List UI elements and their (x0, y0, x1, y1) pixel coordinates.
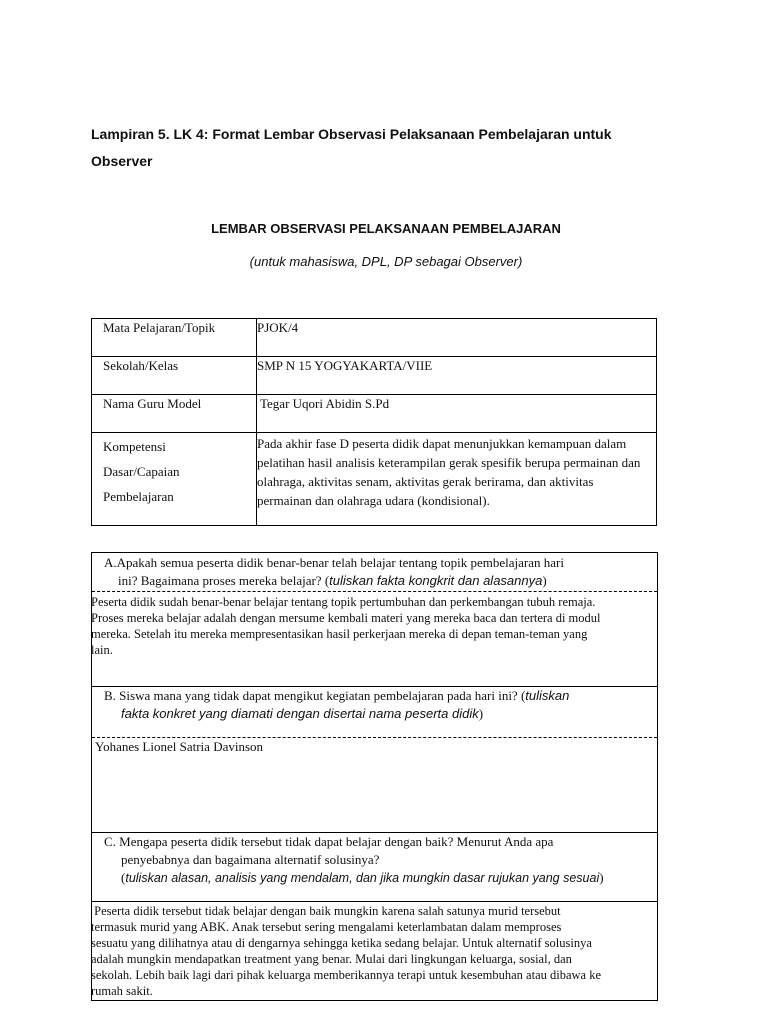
section-a-answer-line: Peserta didik sudah benar-benar belajar tentang topik pertumbuhan dan perkembangan tubuh remaja. (91, 595, 596, 609)
table-row (92, 319, 657, 357)
section-a-answer-line: Proses mereka belajar adalah dengan mersume kembali materi yang mereka baca dan tertera di modul (91, 611, 601, 625)
divider (92, 901, 657, 902)
subject-value: PJOK/4 (257, 319, 657, 357)
competency-label-line: Kompetensi (103, 439, 166, 454)
section-c-question-line-3 (92, 869, 657, 887)
observation-box (91, 552, 658, 1001)
school-value: SMP N 15 YOGYAKARTA/VIIE (257, 357, 657, 395)
section-b-question-hint: tuliskan (525, 688, 570, 703)
competency-value-line: pelatihan hasil analisis keterampilan gerak spesifik berupa permainan dan (257, 455, 641, 470)
table-row (92, 395, 657, 433)
teacher-label: Nama Guru Model (92, 395, 257, 433)
section-c-question (92, 833, 657, 887)
section-c-answer-line: sesuatu yang dilihatnya atau di dengarnya sehingga ketika sedang belajar. Untuk alternatif solusinya (91, 936, 592, 950)
competency-label-line: Dasar/Capaian (103, 464, 180, 479)
appendix-heading-line-1: Lampiran 5. LK 4: Format Lembar Observasi Pelaksanaan Pembelajaran untuk (91, 126, 612, 142)
competency-value-line: Pada akhir fase D peserta didik dapat menunjukkan kemampuan dalam (257, 436, 627, 451)
section-a-question-line-2 (92, 572, 657, 590)
section-c-question-close: ) (599, 870, 604, 885)
teacher-value: Tegar Uqori Abidin S.Pd (257, 395, 657, 433)
section-a-question-hint: tuliskan fakta kongkrit dan alasannya (329, 573, 543, 588)
competency-value-line: olahraga, aktivitas senam, aktivitas gerak berirama, dan aktivitas (257, 474, 594, 489)
section-c-answer-line: rumah sakit. (91, 984, 153, 998)
competency-label (92, 433, 257, 526)
section-c-answer-line: Peserta didik tersebut tidak belajar dengan baik mungkin karena salah satunya murid tersebut (91, 904, 561, 918)
section-b-question-line-2 (92, 705, 657, 723)
section-a-question-text: ini? Bagaimana proses mereka belajar? ( (118, 573, 330, 588)
document-subtitle: (untuk mahasiswa, DPL, DP sebagai Observer) (249, 254, 523, 269)
section-c-answer-line: adalah mungkin mendapatkan treatment yang benar. Mulai dari lingkungan keluarga, sosial, dan (91, 952, 572, 966)
section-c-question-hint: tuliskan alasan, analisis yang mendalam, dan jika mungkin dasar rujukan yang sesuai (125, 871, 600, 885)
competency-value (257, 433, 657, 526)
section-a-answer-line: mereka. Setelah itu mereka mempresentasikan hasil perkerjaan mereka di depan teman-teman yang (91, 627, 588, 641)
section-b-question-line-1 (92, 687, 657, 705)
info-table (91, 318, 657, 526)
competency-value-line: permainan dan olahraga udara (kondisional). (257, 493, 490, 508)
section-c-question-open: ( (121, 870, 126, 885)
section-b-question-hint-2: fakta konkret yang diamati dengan disertai nama peserta didik (121, 706, 479, 721)
divider (92, 591, 657, 592)
section-c-question-line-2: penyebabnya dan bagaimana alternatif solusinya? (121, 852, 380, 867)
section-a-question-line-1: A.Apakah semua peserta didik benar-benar telah belajar tentang topik pembelajaran hari (104, 555, 564, 570)
section-c-answer-line: sekolah. Lebih baik lagi dari pihak keluarga memberikannya terapi untuk kesembuhan atau dibawa ke (91, 968, 602, 982)
section-c-question-line-1: C. Mengapa peserta didik tersebut tidak dapat belajar dengan baik? Menurut Anda apa (104, 834, 554, 849)
table-row (92, 357, 657, 395)
competency-label-line: Pembelajaran (103, 489, 174, 504)
subject-label: Mata Pelajaran/Topik (92, 319, 257, 357)
section-a-question-close: ) (542, 573, 547, 588)
section-a-question (92, 554, 657, 590)
section-a-answer (91, 594, 656, 658)
section-b-answer: Yohanes Lionel Satria Davinson (95, 739, 264, 754)
section-a-answer-line: lain. (91, 643, 113, 657)
section-c-answer (91, 903, 656, 999)
divider (92, 737, 657, 738)
appendix-heading-line-2: Observer (91, 153, 153, 169)
section-b-question-close: ) (478, 706, 484, 721)
section-b-question (92, 687, 657, 723)
table-row (92, 433, 657, 526)
appendix-heading (91, 121, 691, 175)
document-title: LEMBAR OBSERVASI PELAKSANAAN PEMBELAJARAN (211, 221, 561, 236)
school-label: Sekolah/Kelas (92, 357, 257, 395)
section-c-answer-line: termasuk murid yang ABK. Anak tersebut sering mengalami keterlambatan dalam memproses (91, 920, 562, 934)
section-b-question-text: B. Siswa mana yang tidak dapat mengikut kegiatan pembelajaran pada hari ini? ( (104, 688, 526, 703)
